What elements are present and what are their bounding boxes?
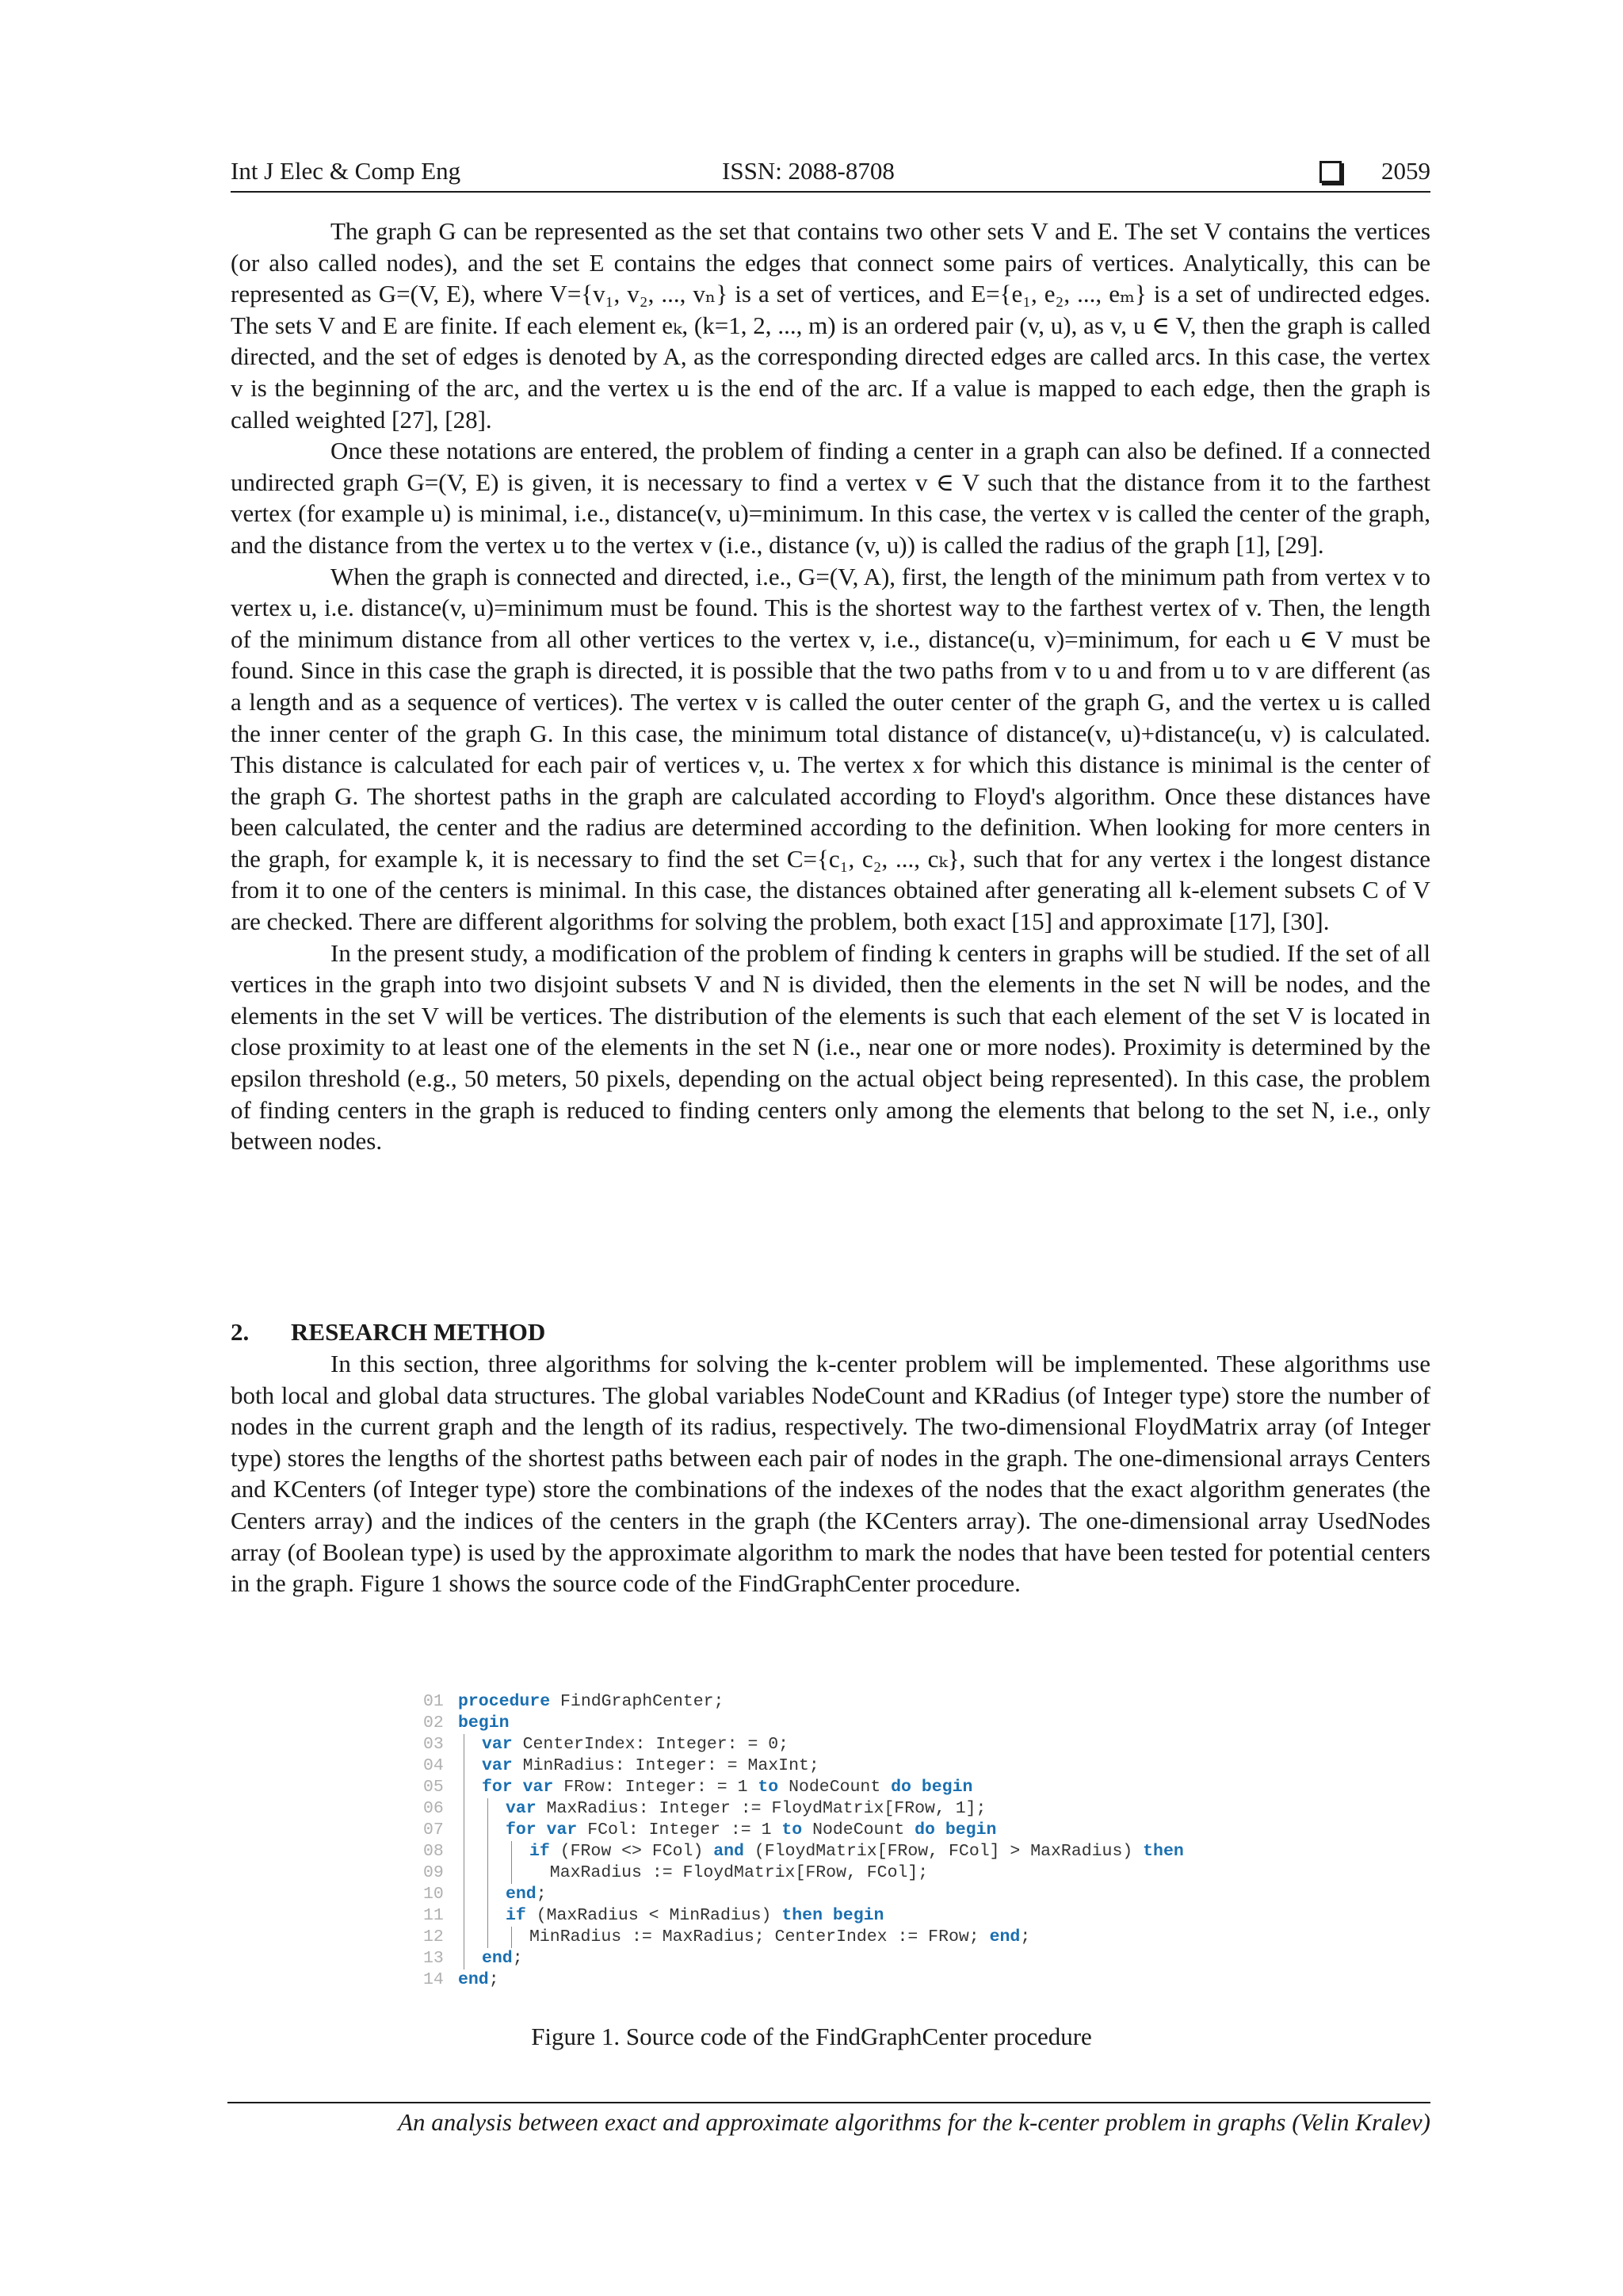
code-text: MinRadius: Integer: = MaxInt; [512,1756,819,1775]
code-text: (FRow <> FCol) [549,1842,714,1861]
paragraph: Once these notations are entered, the problem of finding a center in a graph can also be defined. If a connected undirected graph G=(V, E) is given, it is necessary to find a vertex v ∈ V such that the distance from it to the farthest vertex (for example u) is minimal, i.e., distance(v, u)=minimum. In this case, the vertex v is called the center of the graph, and the distance from the vertex u to the vertex v (i.e., distance (v, u)) is called the radius of the graph [1], [29]. [231,437,1430,559]
figure-caption: Figure 1. Source code of the FindGraphCenter procedure [531,2023,1092,2050]
code-keyword: var [522,1778,554,1797]
code-keyword: var [482,1735,513,1754]
indent-guide [482,1884,506,1905]
code-text [911,1778,922,1797]
code-line [423,1777,1358,1798]
code-keyword: procedure [458,1692,551,1711]
line-number: 03 [423,1735,444,1754]
indent-guide [506,1862,529,1884]
code-line [423,1798,1358,1820]
code-keyword: and [713,1842,744,1861]
code-text [537,1820,547,1839]
code-text [935,1820,945,1839]
code-keyword: begin [832,1906,884,1925]
paragraph: In this section, three algorithms for solving the k-center problem will be implemented. These algorithms use both local and global data structures. The global variables NodeCount and KRadius (of Integer type) store the number of nodes in the current graph and the length of its radius, respectively. The two-dimensional FloydMatrix array (of Integer type) stores the lengths of the shortest paths between each pair of nodes in the graph. The one-dimensional arrays Centers and KCenters (of Integer type) store the combinations of the indexes of the nodes that the exact algorithm generates (the Centers array) and the indices of the centers in the graph (the KCenters array). The one-dimensional array UsedNodes array (of Boolean type) is used by the approximate algorithm to mark the nodes that have been tested for potential centers in the graph. Figure 1 shows the source code of the FindGraphCenter procedure. [231,1350,1430,1598]
code-line [423,1755,1358,1777]
header-rule [231,191,1430,193]
code-text [823,1906,833,1925]
code-text: FRow: Integer: = 1 [553,1778,758,1797]
code-line [423,1948,1358,1969]
code-text: FindGraphCenter; [550,1692,724,1711]
code-keyword: end [458,1970,489,1989]
indent-guide [458,1927,482,1948]
paragraph: When the graph is connected and directed, i.e., G=(V, A), first, the length of the minimum path from vertex v to vertex u, i.e. distance(v, u)=minimum must be found. This is the shortest way to the farthest vertex of v. Then, the length of the minimum distance from all other vertices to the vertex v, i.e., distance(u, v)=minimum, for each u ∈ V must be found. Since in this case the graph is directed, it is possible that the two paths from v to u and from u to v are different (as a length and as a sequence of vertices). The vertex v is called the outer center of the graph G, and the vertex u is called the inner center of the graph G. In this case, the minimum total distance of distance(v, u)+distance(u, v) is calculated. This distance is calculated for each pair of vertices v, u. The vertex x for which this distance is minimal is the center of the graph G. The shortest paths in the graph are calculated according to Floyd's algorithm. Once these distances have been calculated, the center and the radius are determined according to the definition. When looking for more centers in the graph, for example k, it is necessary to find the set C={c₁, c₂, ..., cₖ}, such that for any vertex i the longest distance from it to one of the centers is minimal. In this case, the distances obtained after generating all k-element subsets C of V are checked. There are different algorithms for solving the problem, both exact [15] and approximate [17], [30]. [231,562,1430,936]
code-text: NodeCount [778,1778,892,1797]
line-number: 13 [423,1949,444,1968]
code-keyword: begin [945,1820,997,1839]
journal-name: Int J Elec & Comp Eng [231,157,461,185]
code-keyword: then [1143,1842,1184,1861]
code-keyword: if [506,1906,526,1925]
code-keyword: do [915,1820,935,1839]
code-text: ; [536,1885,547,1904]
indent-guide [458,1734,482,1755]
line-number: 07 [423,1820,444,1839]
running-header [231,155,1430,190]
indent-guide [458,1820,482,1841]
code-keyword: to [781,1820,803,1839]
section-number: 2. [231,1318,250,1346]
code-text: NodeCount [802,1820,915,1839]
code-line [423,1862,1358,1884]
indent-guide [458,1862,482,1884]
running-footer: An analysis between exact and approximate algorithms for the k-center problem in graphs (Velin Kralev) [398,2108,1430,2136]
indent-guide [506,1927,529,1948]
line-number: 09 [423,1863,444,1882]
code-keyword: end [989,1927,1021,1946]
code-keyword: begin [458,1713,510,1733]
code-line [423,1927,1358,1948]
line-number: 06 [423,1799,444,1818]
paragraph: In the present study, a modification of the problem of finding k centers in graphs will be studied. If the set of all vertices in the graph into two disjoint subsets V and N is divided, then the elements in the set N will be nodes, and the elements in the set V will be vertices. The distribution of the elements is such that each element of the set V is located in close proximity to at least one of the elements in the set N (i.e., near one or more nodes). Proximity is determined by the epsilon threshold (e.g., 50 meters, 50 pixels, depending on the actual object being represented). In this case, the problem of finding centers in the graph is reduced to finding centers only among the elements that belong to the set N, i.e., only between nodes. [231,938,1430,1156]
paragraph: The graph G can be represented as the set that contains two other sets V and E. The set V contains the vertices (or also called nodes), and the set E contains the edges that connect some pairs of vertices. Analytically, this can be represented as G=(V, E), where V={v₁, v₂, ..., vₙ} is a set of vertices, and E={e₁, e₂, ..., eₘ} is a set of undirected edges. The sets V and E are finite. If each element eₖ, (k=1, 2, ..., m) is an ordered pair (v, u), as v, u ∈ V, then the graph is called directed, and the set of edges is denoted by A, as the corresponding directed edges are called arcs. In this case, the vertex v is the beginning of the arc, and the vertex u is the end of the arc. If a value is mapped to each edge, then the graph is called weighted [27], [28]. [231,217,1430,434]
code-text: MaxRadius := FloydMatrix[FRow, FCol]; [529,1863,929,1882]
code-keyword: var [482,1756,513,1775]
code-line [423,1841,1358,1862]
indent-guide [482,1862,506,1884]
code-keyword: var [546,1820,578,1839]
code-text [513,1778,523,1797]
code-keyword: then [781,1906,823,1925]
issn: ISSN: 2088-8708 [722,157,895,185]
section-title: RESEARCH METHOD [291,1318,546,1346]
code-text: CenterIndex: Integer: = 0; [512,1735,789,1754]
line-number: 10 [423,1885,444,1904]
indent-guide [458,1777,482,1798]
code-keyword: if [529,1842,550,1861]
square-bullet-icon [1319,161,1342,183]
code-text: ; [488,1970,499,1989]
code-text: ; [512,1949,523,1968]
code-line [423,1734,1358,1755]
code-text: (MaxRadius < MinRadius) [525,1906,782,1925]
code-keyword: for [506,1820,537,1839]
section-body [231,1348,1430,1599]
code-keyword: end [482,1949,513,1968]
code-line [423,1691,1358,1713]
code-text: ; [1020,1927,1031,1946]
page-number: 2059 [1381,157,1430,185]
indent-guide [458,1948,482,1969]
code-keyword: do [891,1778,911,1797]
indent-guide [458,1755,482,1777]
indent-guide [482,1798,506,1820]
code-listing [423,1691,1358,1991]
line-number: 11 [423,1906,444,1925]
indent-guide [458,1841,482,1862]
indent-guide [458,1798,482,1820]
line-number: 14 [423,1970,444,1989]
code-line [423,1969,1358,1991]
indent-guide [482,1820,506,1841]
code-text: MaxRadius: Integer := FloydMatrix[FRow, 1]; [536,1799,987,1818]
code-line [423,1905,1358,1927]
line-number: 12 [423,1927,444,1946]
body-text [231,216,1430,1157]
line-number: 01 [423,1692,444,1711]
line-number: 05 [423,1778,444,1797]
code-text: FCol: Integer := 1 [577,1820,782,1839]
line-number: 08 [423,1842,444,1861]
indent-guide [482,1927,506,1948]
code-text: MinRadius := MaxRadius; CenterIndex := FRow; [529,1927,990,1946]
indent-guide [458,1884,482,1905]
code-keyword: var [506,1799,537,1818]
line-number: 04 [423,1756,444,1775]
code-keyword: to [758,1778,779,1797]
line-number: 02 [423,1713,444,1733]
indent-guide [482,1905,506,1927]
code-text: (FloydMatrix[FRow, FCol] > MaxRadius) [743,1842,1144,1861]
code-line [423,1820,1358,1841]
indent-guide [458,1905,482,1927]
footer-rule [227,2102,1430,2103]
section-heading [231,1316,545,1348]
code-line [423,1713,1358,1734]
code-keyword: begin [921,1778,973,1797]
code-keyword: for [482,1778,513,1797]
indent-guide [482,1841,506,1862]
indent-guide [506,1841,529,1862]
code-line [423,1884,1358,1905]
code-keyword: end [506,1885,537,1904]
